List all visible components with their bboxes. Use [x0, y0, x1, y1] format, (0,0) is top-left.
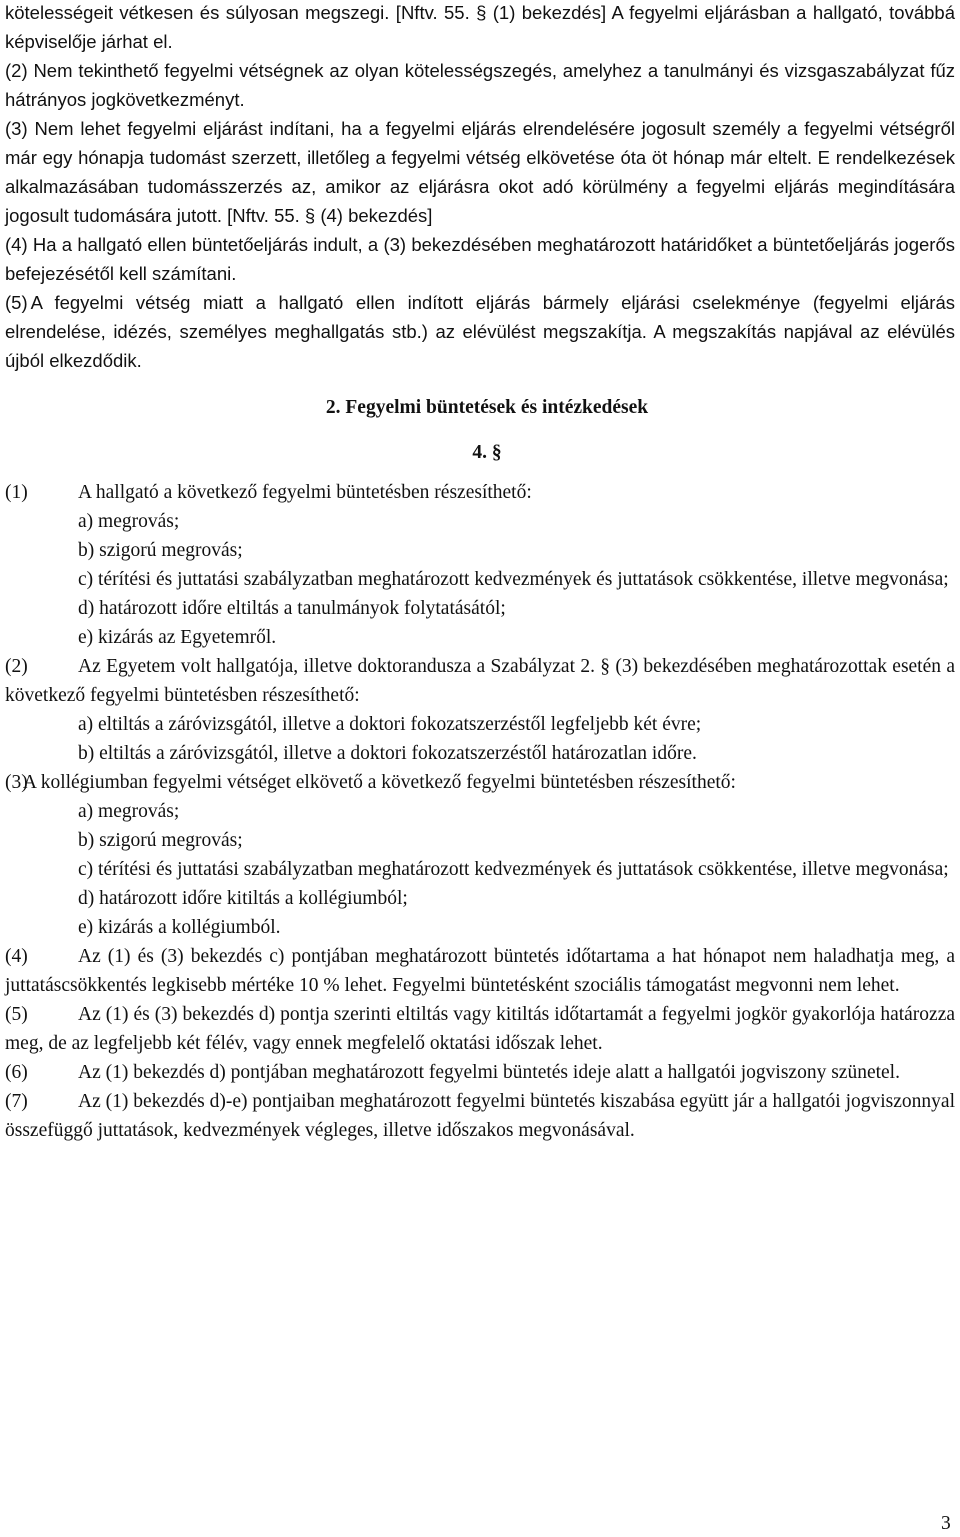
- clause-7-text: Az (1) bekezdés d)-e) pontjaiban meghatározott fegyelmi büntetés kiszabása együtt jár a hallgatói jogviszonnyal összefüggő juttatások, kedvezmények végleges, illetve időszakos megvonásával.: [5, 1091, 955, 1141]
- clause-1-number: (1): [5, 482, 28, 503]
- clause-3-item-d: d) határozott időre kitiltás a kollégiumból;: [78, 888, 408, 909]
- document-page: [5, 0, 955, 1145]
- paragraph-4: (4) Ha a hallgató ellen büntetőeljárás indult, a (3) bekezdésében meghatározott határidőket a büntetőeljárás jogerős befejezésétől kell számítani.: [5, 234, 955, 284]
- clause-3-item-b: b) szigorú megrovás;: [78, 830, 243, 851]
- clause-3-item-c: c) térítési és juttatási szabályzatban meghatározott kedvezmények és juttatások csökkentése, illetve megvonása;: [78, 859, 949, 880]
- clause-4-text: Az (1) és (3) bekezdés c) pontjában meghatározott büntetés időtartama a hat hónapot nem haladhatja meg, a juttatáscsökkentés legkisebb mértéke 10 % lehet. Fegyelmi büntetésként szociális támogatást megvonni nem lehet.: [5, 946, 955, 996]
- clause-2-item-a: a) eltiltás a záróvizsgától, illetve a doktori fokozatszerzéstől legfeljebb két évre;: [78, 714, 702, 735]
- paragraph-5: [5, 288, 955, 375]
- paragraph-3: (3) Nem lehet fegyelmi eljárást indítani, ha a fegyelmi eljárás elrendelésére jogosult személy a fegyelmi vétségről már egy hónapja tudomást szerzett, illetőleg a fegyelmi vétség elkövetése óta öt hónap már eltelt. E rendelkezések alkalmazásában tudomásszerzés az, amikor az eljárásra okot adó körülmény a fegyelmi eljárás megindítására jogosult tudomására jutott. [Nftv. 55. § (4) bekezdés]: [5, 118, 955, 226]
- page-number: 3: [941, 1513, 951, 1534]
- clause-2-text: Az Egyetem volt hallgatója, illetve doktorandusza a Szabályzat 2. § (3) bekezdésében meghatározottak esetén a következő fegyelmi büntetésben részesíthető:: [5, 656, 955, 706]
- paragraph-5-text: A fegyelmi vétség miatt a hallgató ellen indított eljárás bármely eljárási cselekménye (fegyelmi eljárás elrendelése, idézés, személyes meghallgatás stb.) az elévülést megszakítja. A megszakítás napjával az elévülés újból elkezdődik.: [5, 292, 955, 371]
- clause-2: [5, 652, 955, 710]
- clause-1-item-a: a) megrovás;: [78, 511, 180, 532]
- clause-1-item-b: b) szigorú megrovás;: [78, 540, 243, 561]
- paragraph-2: (2) Nem tekinthető fegyelmi vétségnek az olyan kötelességszegés, amelyhez a tanulmányi és vizsgaszabályzat fűz hátrányos jogkövetkezményt.: [5, 60, 955, 110]
- clause-1-item-e: e) kizárás az Egyetemről.: [78, 627, 277, 648]
- clause-4-number: (4): [5, 946, 28, 967]
- intro-paragraph: kötelességeit vétkesen és súlyosan megszegi. [Nftv. 55. § (1) bekezdés] A fegyelmi eljárásban a hallgató, továbbá képviselője járhat el.: [5, 2, 955, 52]
- clause-6-text: Az (1) bekezdés d) pontjában meghatározott fegyelmi büntetés ideje alatt a hallgatói jogviszony szünetel.: [78, 1062, 900, 1083]
- section-number: 4. §: [472, 442, 502, 463]
- clause-6: [5, 1058, 955, 1087]
- clause-3-text: A kollégiumban fegyelmi vétséget elkövető a következő fegyelmi büntetésben részesíthető:: [22, 772, 736, 793]
- clause-1-text: A hallgató a következő fegyelmi büntetésben részesíthető:: [78, 482, 532, 503]
- clause-1-item-d: d) határozott időre eltiltás a tanulmányok folytatásától;: [78, 598, 506, 619]
- clause-1-item-c: c) térítési és juttatási szabályzatban meghatározott kedvezmények és juttatások csökkentése, illetve megvonása;: [78, 569, 949, 590]
- section-heading: 2. Fegyelmi büntetések és intézkedések: [325, 397, 649, 418]
- clause-2-item-b: b) eltiltás a záróvizsgától, illetve a doktori fokozatszerzéstől határozatlan időre.: [78, 743, 697, 764]
- clause-6-number: (6): [5, 1062, 28, 1083]
- clause-3-number: (3): [5, 772, 28, 793]
- clause-3: [5, 768, 955, 797]
- clause-7-number: (7): [5, 1091, 28, 1112]
- clause-5-text: Az (1) és (3) bekezdés d) pontja szerinti eltiltás vagy kitiltás időtartamát a fegyelmi jogkör gyakorlója határozza meg, de az legfeljebb két félév, vagy ennek megfelelő oktatási időszak lehet.: [5, 1004, 955, 1054]
- clause-5: [5, 1000, 955, 1058]
- paragraph-5-number: (5): [5, 292, 28, 313]
- clause-3-item-a: a) megrovás;: [78, 801, 180, 822]
- clause-4: [5, 942, 955, 1000]
- clause-1: [5, 478, 955, 507]
- clause-3-item-e: e) kizárás a kollégiumból.: [78, 917, 281, 938]
- clause-2-number: (2): [5, 656, 28, 677]
- clause-5-number: (5): [5, 1004, 28, 1025]
- clause-7: [5, 1087, 955, 1145]
